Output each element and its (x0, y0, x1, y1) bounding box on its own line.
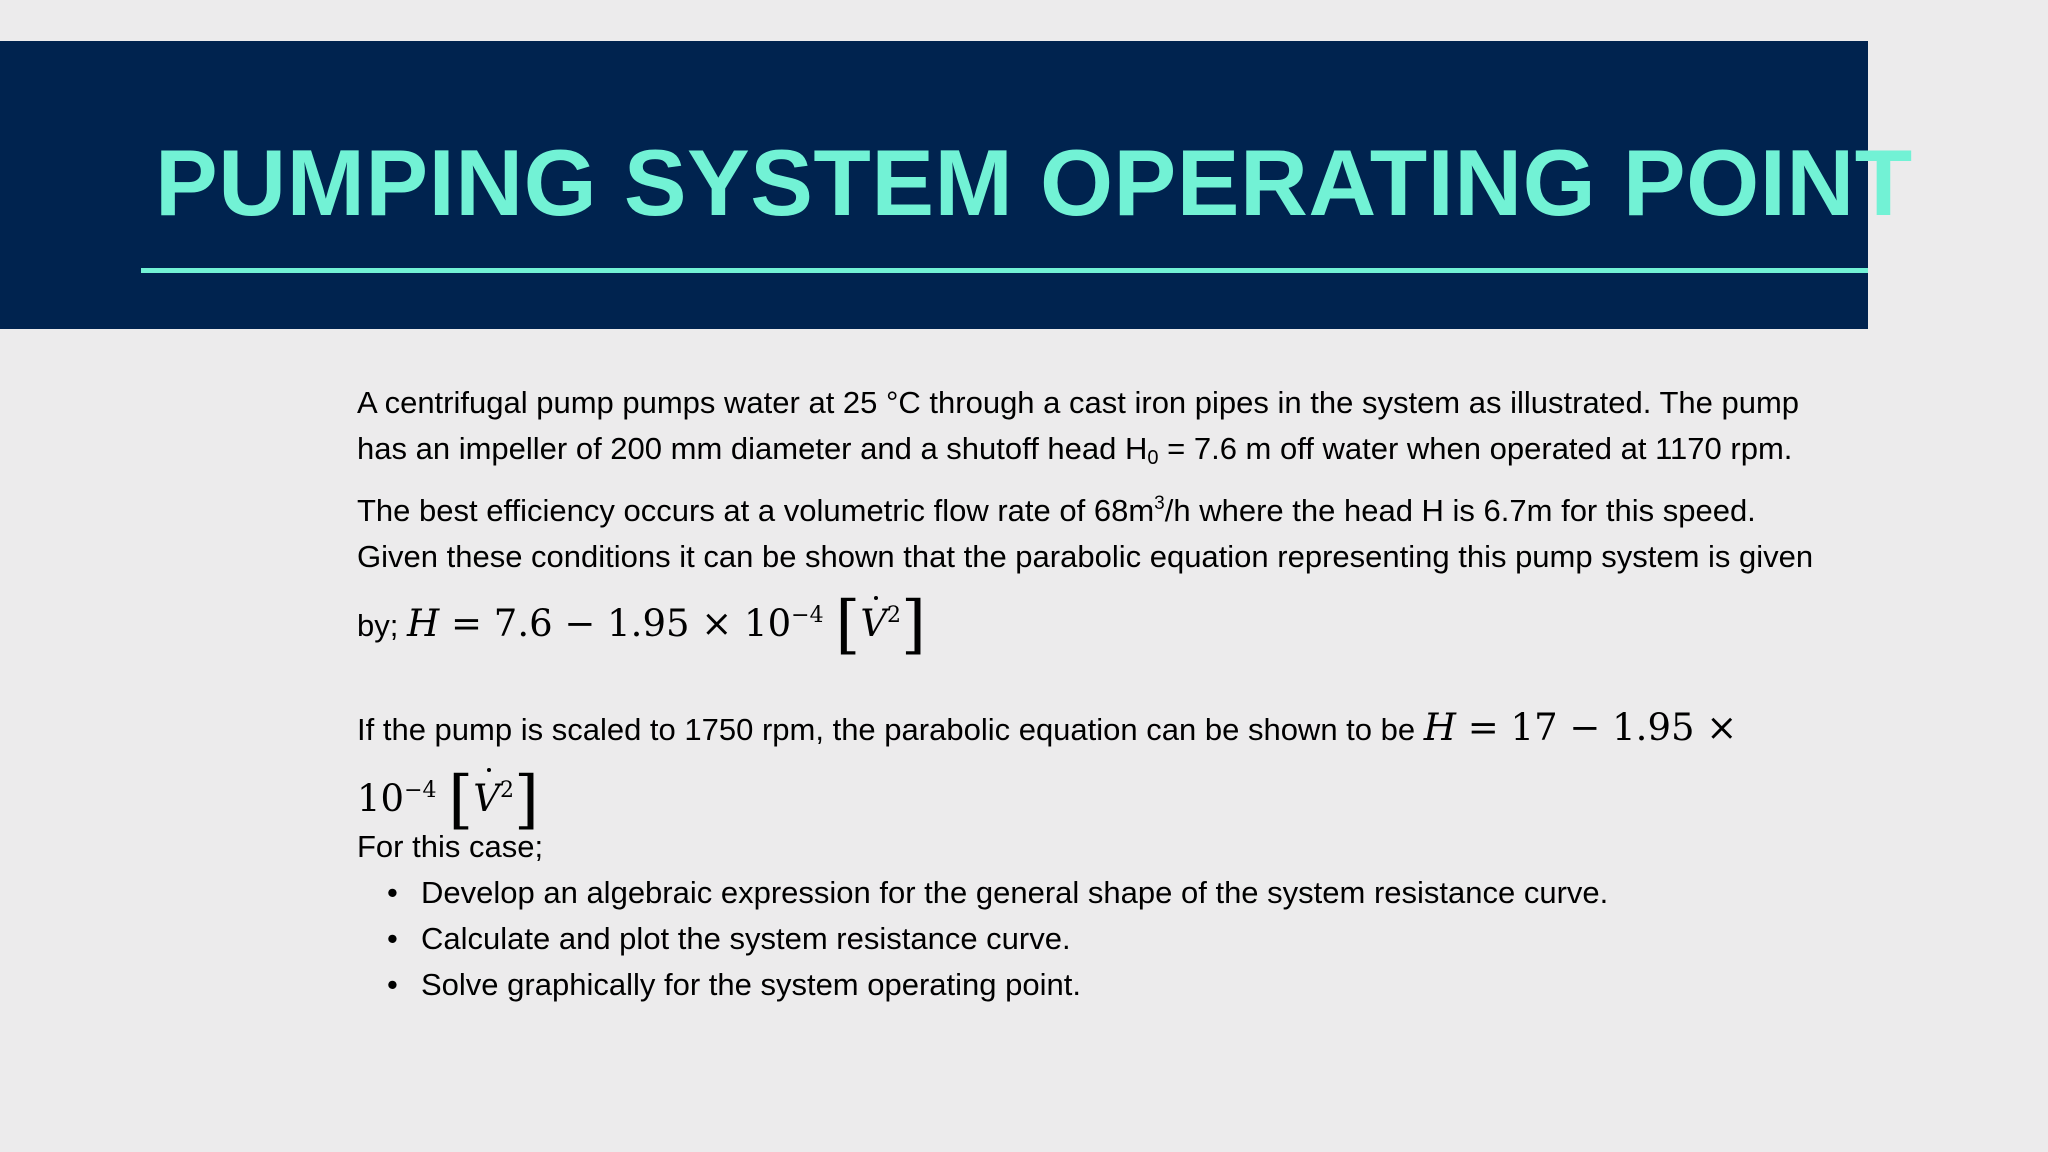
equation-1-var-exponent: 2 (887, 603, 902, 628)
paragraph-line-3-text: The best efficiency occurs at a volumetric flow rate of 68m (357, 493, 1155, 528)
paragraph-line-4: Given these conditions it can be shown that the parabolic equation representing this pump system is given (357, 539, 1814, 574)
equation-1-flow-var: V (860, 594, 887, 654)
equation-2-continuation (357, 758, 1857, 837)
right-bracket-icon: ] (514, 763, 539, 837)
equation-1-rhs: = 7.6 − 1.95 × 10 (439, 602, 792, 645)
for-case-label: For this case; (357, 829, 544, 864)
paragraph-line-3-tail: /h where the head H is 6.7m for this speed. (1164, 493, 1756, 528)
equation-2-lhs: H (1423, 706, 1457, 749)
equation-2-exponent: −4 (404, 778, 437, 803)
list-item: • Solve graphically for the system operating point. (387, 962, 1857, 1008)
equation-1-exponent: −4 (791, 603, 824, 628)
equation-1-prefix: by; (357, 608, 407, 643)
slide-title: PUMPING SYSTEM OPERATING POINT (155, 130, 1913, 235)
right-bracket-icon: ] (901, 588, 927, 662)
paragraph-line-2-text: has an impeller of 200 mm diameter and a shutoff head H (357, 431, 1148, 466)
equation-2-rhs: = 17 − 1.95 × (1456, 706, 1738, 749)
equation-1 (406, 588, 927, 662)
paragraph-line-2 (357, 426, 1857, 481)
scaled-text: If the pump is scaled to 1750 rpm, the parabolic equation can be shown to be (357, 712, 1424, 747)
left-bracket-icon: [ (448, 763, 474, 837)
paragraph-line-1: A centrifugal pump pumps water at 25 °C through a cast iron pipes in the system as illustrated. The pump (357, 385, 1800, 420)
equation-1-line (357, 586, 1857, 662)
list-item: • Develop an algebraic expression for the general shape of the system resistance curve. (387, 870, 1857, 916)
task-list (357, 870, 1857, 1008)
shutoff-head-subscript: 0 (1147, 447, 1159, 469)
spacer (357, 646, 1857, 698)
list-item: • Calculate and plot the system resistance curve. (387, 916, 1857, 962)
equation-1-lhs: H (406, 602, 440, 645)
cubic-superscript: 3 (1154, 493, 1165, 514)
equation-2-part-2 (357, 763, 539, 837)
paragraph-line-3 (357, 481, 1857, 534)
equation-2-var-exponent: 2 (500, 778, 514, 803)
slide-body (357, 380, 1857, 1008)
paragraph-line-2-tail: = 7.6 m off water when operated at 1170 rpm. (1158, 431, 1793, 466)
equation-2-line (357, 698, 1857, 758)
equation-2-part-1 (1424, 706, 1738, 749)
equation-2-flow-var: V (473, 766, 500, 832)
equation-2-base: 10 (357, 777, 405, 820)
title-underline (141, 268, 1868, 273)
left-bracket-icon: [ (835, 588, 861, 662)
